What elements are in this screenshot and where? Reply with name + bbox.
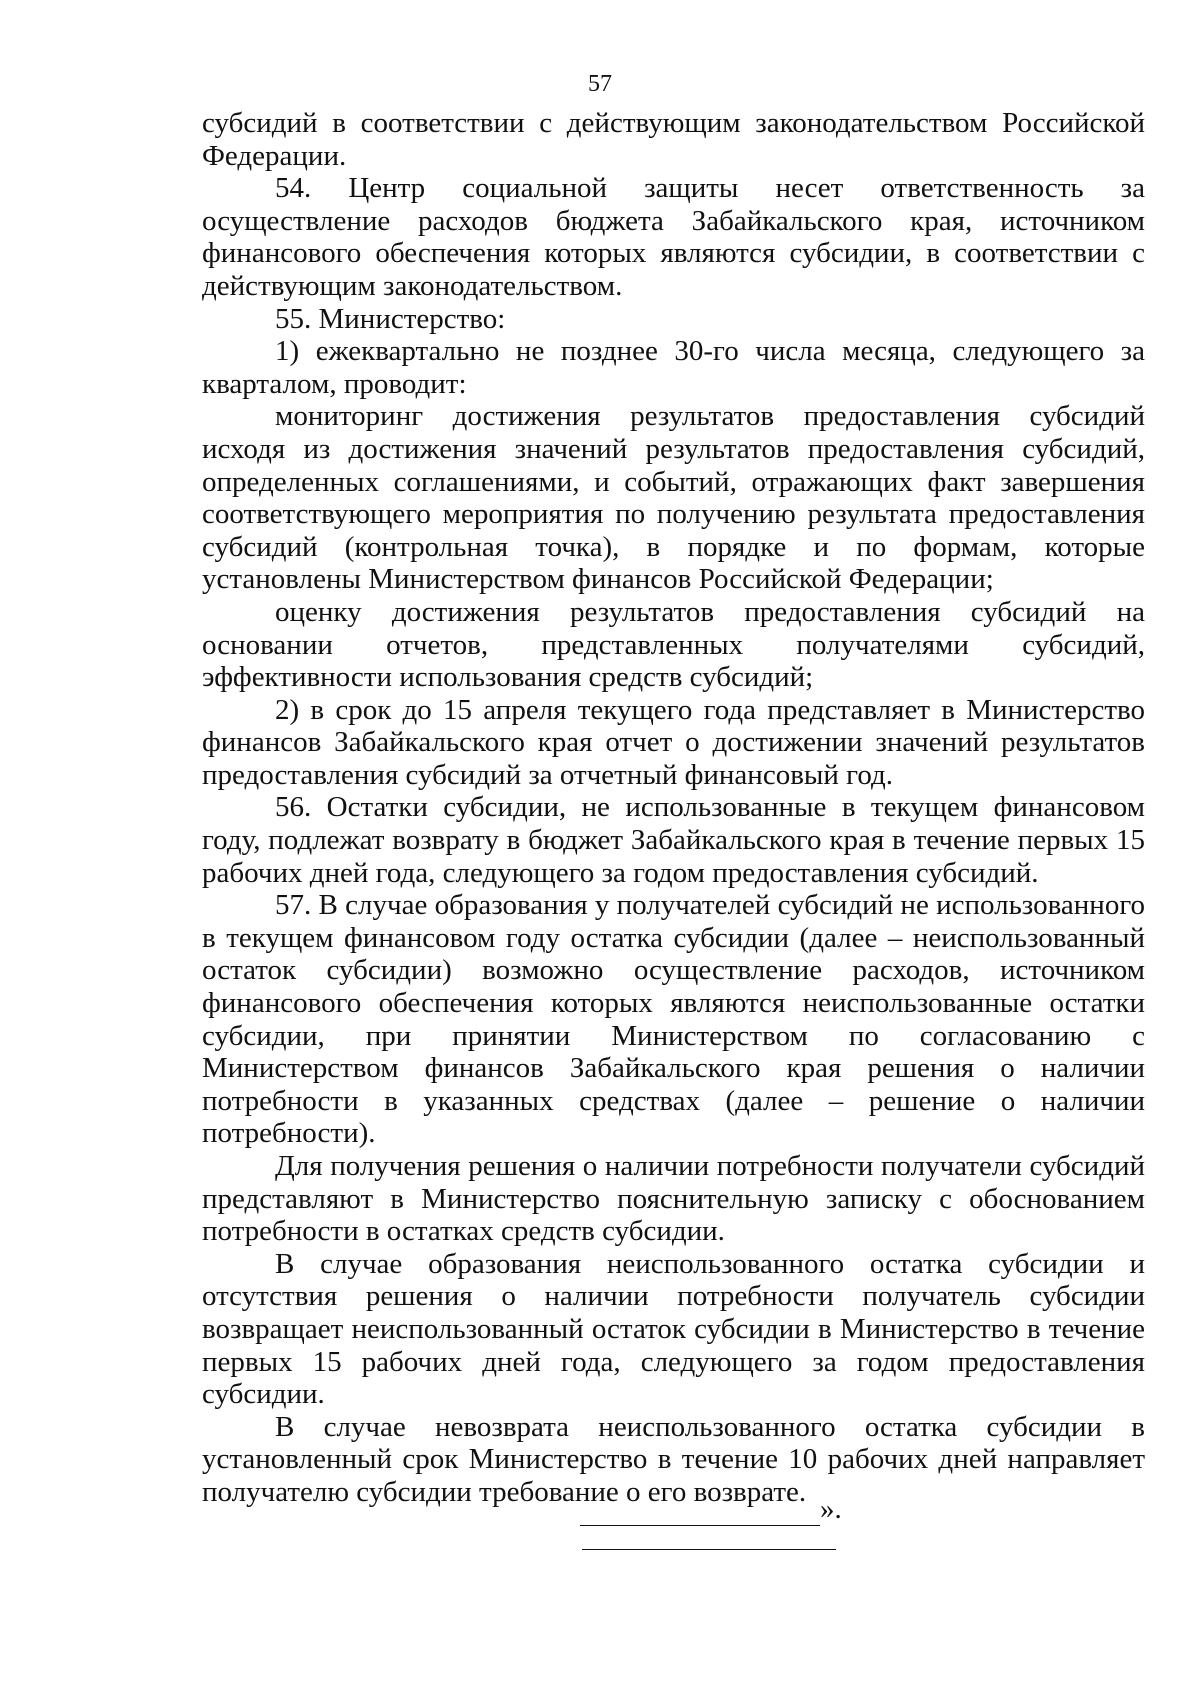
paragraph-57-non-return: В случае невозврата неиспользованного остатка субсидии в установленный срок Министерство в течение 10 рабочих дней направляет получателю субсидии требование о его возврате.: [202, 1410, 1145, 1508]
paragraph-57-return: В случае образования неиспользованного остатка субсидии и отсутствия решения о наличии потребности получатель субсидии возвращает неиспользованный остаток субсидии в Министерство в течение первых 15 рабочих дней года, следующего за годом предоставления субсидии.: [202, 1247, 1145, 1411]
closing-quote-mark: ».: [820, 1493, 842, 1525]
paragraph-56: 56. Остатки субсидии, не использованные в текущем финансовом году, подлежат возврату в бюджет Забайкальского края в течение первых 15 рабочих дней года, следующего за годом предоставления субсидий.: [202, 791, 1145, 889]
paragraph-55-item-1: 1) ежеквартально не позднее 30-го числа месяца, следующего за кварталом, проводит:: [202, 335, 1145, 400]
page-number: 57: [588, 71, 612, 97]
paragraph-57-request: Для получения решения о наличии потребности получатели субсидий представляют в Министерство пояснительную записку с обоснованием потребности в остатках средств субсидии.: [202, 1150, 1145, 1248]
paragraph-54: 54. Центр социальной защиты несет ответственность за осуществление расходов бюджета Забайкальского края, источником финансового обеспечения которых являются субсидии, в соответствии с действующим законодательством.: [202, 172, 1145, 302]
closing-underline: [580, 1497, 820, 1526]
paragraph-55: 55. Министерство:: [275, 302, 506, 335]
end-separator-line: [582, 1549, 836, 1550]
paragraph-55-item-2: 2) в срок до 15 апреля текущего года представляет в Министерство финансов Забайкальского края отчет о достижении значений результатов предоставления субсидий за отчетный финансовый год.: [202, 693, 1145, 791]
paragraph-57: 57. В случае образования у получателей субсидий не использованного в текущем финансовом году остатка субсидии (далее – неиспользованный остаток субсидии) возможно осуществление расходов, источником финансового обеспечения которых являются неиспользованные остатки субсидии, при принятии Министерством по согласованию с Министерством финансов Забайкальского края решения о наличии потребности в указанных средствах (далее – решение о наличии потребности).: [202, 889, 1145, 1150]
closing-block: [580, 1492, 842, 1526]
paragraph-subsidies-legislation: субсидий в соответствии с действующим законодательством Российской Федерации.: [202, 107, 1145, 172]
paragraph-monitoring: мониторинг достижения результатов предоставления субсидий исходя из достижения значений результатов предоставления субсидий, определенных соглашениями, и событий, отражающих факт завершения соответствующего мероприятия по получению результата предоставления субсидий (контрольная точка), в порядке и по формам, которые установлены Министерством финансов Российской Федерации;: [202, 400, 1145, 596]
document-body: [202, 107, 1145, 1509]
paragraph-evaluation: оценку достижения результатов предоставления субсидий на основании отчетов, представленных получателями субсидий, эффективности использования средств субсидий;: [202, 595, 1145, 694]
